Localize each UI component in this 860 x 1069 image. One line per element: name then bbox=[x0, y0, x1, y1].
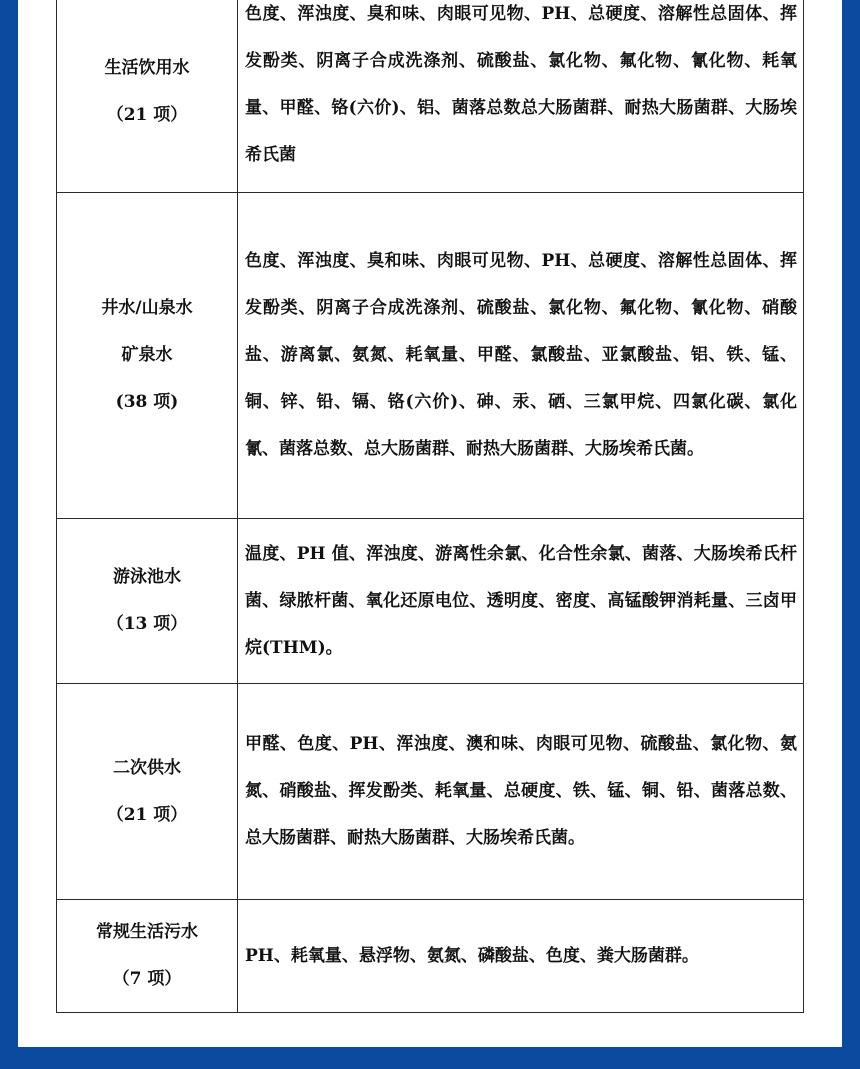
table-row bbox=[57, 684, 804, 900]
category-cell bbox=[57, 519, 238, 684]
category-name: 生活饮用水 bbox=[104, 57, 190, 78]
category-count: （21 项） bbox=[106, 804, 188, 825]
testing-items-table bbox=[56, 0, 804, 1013]
category-name-secondary: 矿泉水 bbox=[121, 345, 173, 365]
category-count: （7 项） bbox=[112, 969, 182, 989]
table-row bbox=[57, 193, 804, 519]
category-name: 常规生活污水 bbox=[96, 922, 198, 942]
category-cell bbox=[57, 684, 238, 900]
category-name: 二次供水 bbox=[113, 757, 181, 778]
category-count: （21 项） bbox=[106, 104, 188, 125]
items-cell: 色度、浑浊度、臭和味、肉眼可见物、PH、总硬度、溶解性总固体、挥发酚类、阴离子合成洗涤剂、硫酸盐、氯化物、氟化物、氰化物、硝酸盐、游离氯、氨氮、耗氧量、甲醛、氯酸盐、亚氯酸盐、铝、铁、锰、铜、锌、铅、镉、铬(六价)、砷、汞、硒、三氯甲烷、四氯化碳、氯化氰、菌落总数、总大肠菌群、耐热大肠菌群、大肠埃希氏菌。 bbox=[238, 193, 804, 519]
category-cell bbox=[57, 900, 238, 1013]
category-count: （13 项） bbox=[106, 614, 188, 634]
table-row bbox=[57, 900, 804, 1013]
items-cell: PH、耗氧量、悬浮物、氨氮、磷酸盐、色度、粪大肠菌群。 bbox=[238, 900, 804, 1013]
category-cell bbox=[57, 193, 238, 519]
category-name: 游泳池水 bbox=[113, 567, 181, 587]
table-row bbox=[57, 519, 804, 684]
table-row bbox=[57, 0, 804, 193]
category-count: (38 项) bbox=[115, 392, 179, 412]
content-panel bbox=[18, 0, 842, 1047]
category-cell bbox=[57, 0, 238, 193]
items-cell: 色度、浑浊度、臭和味、肉眼可见物、PH、总硬度、溶解性总固体、挥发酚类、阴离子合成洗涤剂、硫酸盐、氯化物、氟化物、氰化物、耗氧量、甲醛、铬(六价)、铝、菌落总数总大肠菌群、耐热大肠菌群、大肠埃希氏菌 bbox=[238, 0, 804, 193]
category-name: 井水/山泉水 bbox=[101, 298, 193, 318]
items-cell: 甲醛、色度、PH、浑浊度、澳和味、肉眼可见物、硫酸盐、氯化物、氨氮、硝酸盐、挥发酚类、耗氧量、总硬度、铁、锰、铜、铅、菌落总数、总大肠菌群、耐热大肠菌群、大肠埃希氏菌。 bbox=[238, 684, 804, 900]
items-cell: 温度、PH 值、浑浊度、游离性余氯、化合性余氯、菌落、大肠埃希氏杆菌、绿脓杆菌、氧化还原电位、透明度、密度、高锰酸钾消耗量、三卤甲烷(THM)。 bbox=[238, 519, 804, 684]
